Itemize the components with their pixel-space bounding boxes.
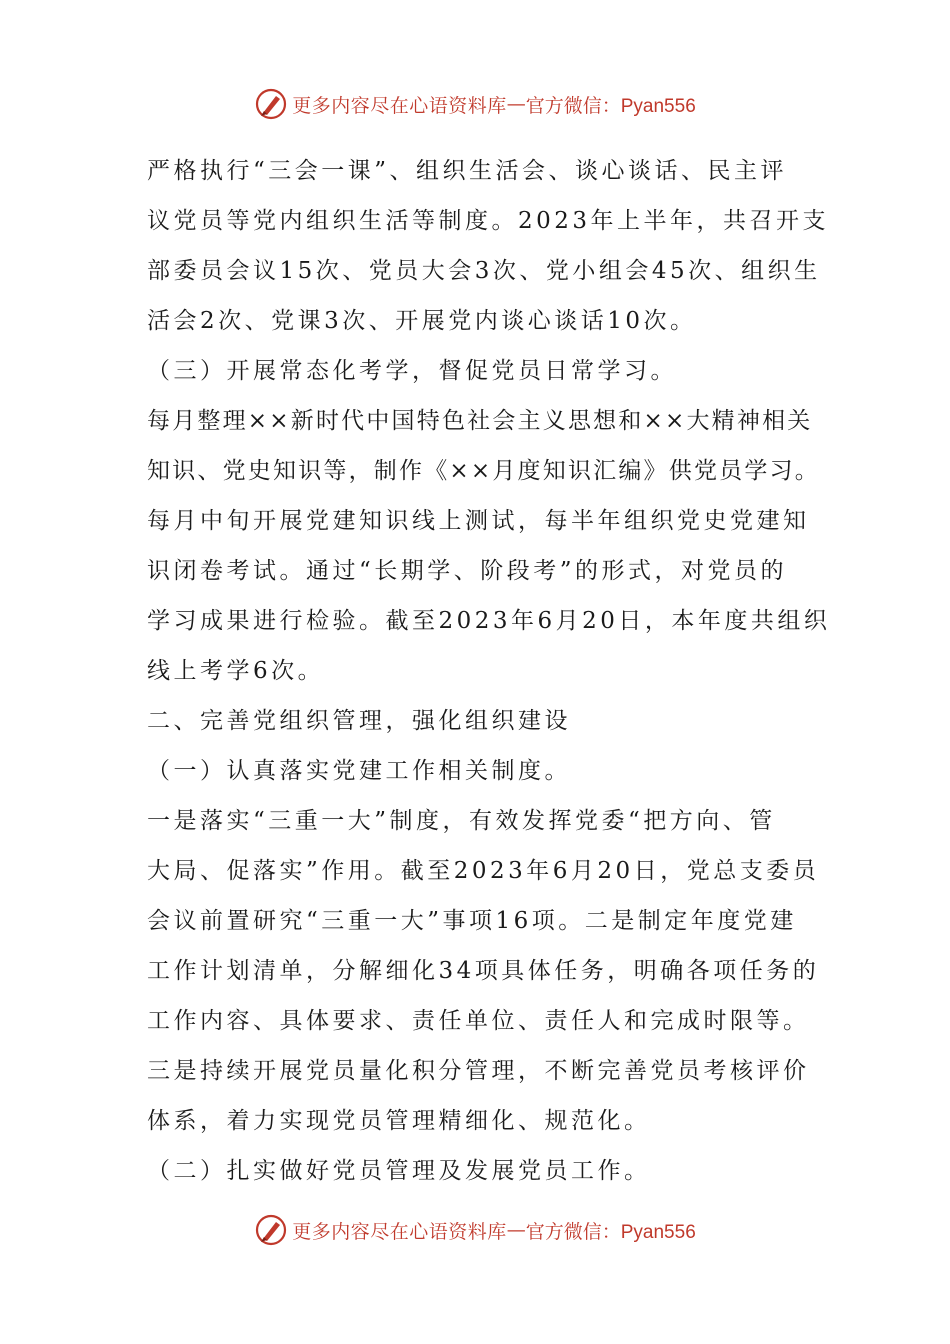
body-line: 识闭卷考试。通过“长期学、阶段考”的形式，对党员的 [147,558,788,584]
pen-logo-icon [254,1213,288,1247]
body-line: 体系，着力实现党员管理精细化、规范化。 [147,1108,651,1134]
watermark-dash: — [506,93,526,115]
body-line: 会议前置研究“三重一大”事项16项。二是制定年度党建 [147,908,797,934]
section-heading: （三）开展常态化考学，督促党员日常学习。 [147,358,677,384]
body-line: 活会2次、党课3次、开展党内谈心谈话10次。 [147,308,697,334]
chapter-heading: 二、完善党组织管理，强化组织建设 [147,708,571,734]
section-heading: （一）认真落实党建工作相关制度。 [147,758,571,784]
footer-watermark [0,1210,950,1250]
pen-logo-icon [254,87,288,121]
watermark-text: 更多内容尽在心语资料库 [292,1220,507,1243]
body-line: 学习成果进行检验。截至2023年6月20日，本年度共组织 [147,608,831,634]
body-line: 议党员等党内组织生活等制度。2023年上半年，共召开支 [147,208,830,234]
section-heading: （二）扎实做好党员管理及发展党员工作。 [147,1158,651,1184]
watermark-dash: — [506,1219,526,1241]
body-line: 工作内容、具体要求、责任单位、责任人和完成时限等。 [147,1008,810,1034]
watermark-contact: 官方微信：Pyan556 [525,95,696,117]
body-line: 严格执行“三会一课”、组织生活会、谈心谈话、民主评 [147,158,788,184]
document-body [147,146,831,1196]
watermark-contact: 官方微信：Pyan556 [525,1221,696,1243]
body-line: 大局、促落实”作用。截至2023年6月20日，党总支委员 [147,858,820,884]
body-line: 知识、党史知识等，制作《××月度知识汇编》供党员学习。 [147,458,820,484]
body-line: 工作计划清单，分解细化34项具体任务，明确各项任务的 [147,958,820,984]
body-line: 部委员会议15次、党员大会3次、党小组会45次、组织生 [147,258,821,284]
body-line: 每月整理××新时代中国特色社会主义思想和××大精神相关 [147,408,813,434]
watermark-text: 更多内容尽在心语资料库 [292,94,507,117]
body-line: 三是持续开展党员量化积分管理，不断完善党员考核评价 [147,1058,810,1084]
header-watermark [0,84,950,124]
body-line: 每月中旬开展党建知识线上测试，每半年组织党史党建知 [147,508,810,534]
body-line: 一是落实“三重一大”制度，有效发挥党委“把方向、管 [147,808,776,834]
body-line: 线上考学6次。 [147,658,325,684]
